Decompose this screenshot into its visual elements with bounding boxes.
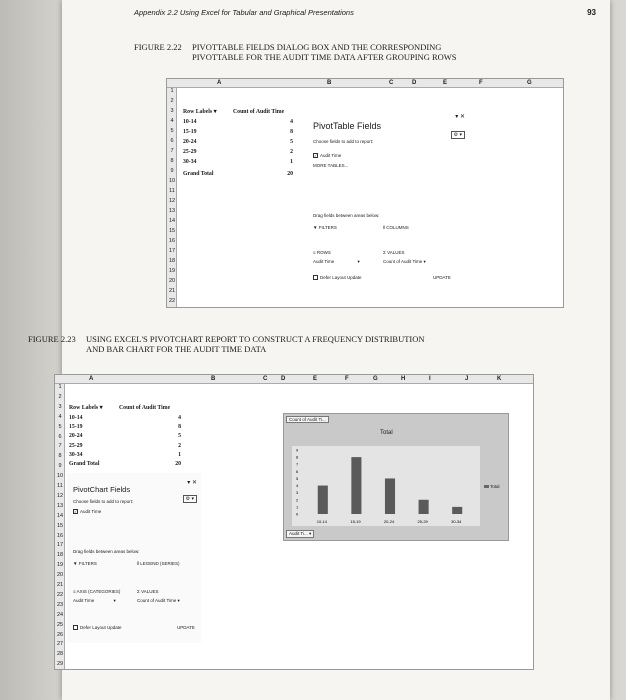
row-header-13[interactable]: 13 [56, 502, 64, 509]
row-header-5[interactable]: 5 [58, 423, 62, 430]
column-header-b[interactable]: B [327, 80, 332, 86]
count-value: 5 [178, 433, 181, 440]
y-tick-label: 3 [296, 490, 299, 496]
row-header-1[interactable]: 1 [170, 88, 174, 94]
x-tick-label: 10-14 [316, 519, 327, 524]
count-value: 8 [178, 424, 181, 431]
bar-10-14 [318, 486, 328, 514]
y-tick-label: 2 [296, 497, 299, 503]
row-header-6[interactable]: 6 [170, 138, 174, 144]
rows-area[interactable]: ≡ ROWS [313, 250, 331, 255]
field-audit-time[interactable]: ✓ Audit Time [74, 509, 102, 515]
bar-30-34 [452, 507, 462, 514]
grand-total-value: 20 [175, 461, 181, 467]
column-header-d[interactable]: D [281, 376, 286, 382]
legend-icon: ⦀ [137, 561, 139, 566]
excel-sheet-pivottable [166, 78, 564, 308]
bar-20-24 [385, 478, 395, 514]
column-header-c[interactable]: C [263, 376, 268, 382]
figure-223-title-1: USING EXCEL'S PIVOTCHART REPORT TO CONSTRUCT A FREQUENCY DISTRIBUTION [86, 334, 425, 344]
checkbox-icon[interactable] [73, 625, 78, 630]
row-header-2[interactable]: 2 [170, 98, 174, 104]
page-shadow [0, 0, 62, 700]
pivotchart-fields-panel [67, 473, 201, 643]
row-labels-header[interactable]: Row Labels ▾ [69, 405, 103, 411]
column-header-h[interactable]: H [401, 376, 406, 382]
filter-icon: ▼ [73, 561, 78, 566]
column-header-b[interactable]: B [211, 376, 216, 382]
y-tick-label: 8 [296, 454, 299, 460]
figure-222-title-1: PIVOTTABLE FIELDS DIALOG BOX AND THE CORRESPONDING [192, 42, 442, 52]
panel-title: PivotTable Fields [313, 121, 382, 131]
pivot-chart[interactable] [283, 413, 509, 541]
row-header-9[interactable]: 9 [170, 168, 174, 174]
axis-field[interactable]: Audit Time ▾ [73, 598, 116, 603]
column-headers [167, 79, 563, 88]
row-header-20[interactable]: 20 [56, 572, 64, 579]
row-header-11[interactable]: 11 [57, 483, 63, 489]
defer-layout-update[interactable]: Defer Layout Update [73, 625, 122, 630]
column-header-j[interactable]: J [465, 376, 469, 382]
row-header-3[interactable]: 3 [58, 403, 62, 410]
columns-area[interactable]: ⦀ COLUMNS [383, 225, 409, 230]
column-header-f[interactable]: F [479, 80, 483, 86]
row-header-3[interactable]: 3 [170, 108, 174, 114]
count-header: Count of Audit Time [119, 405, 171, 411]
figure-223-title-2: AND BAR CHART FOR THE AUDIT TIME DATA [86, 344, 267, 354]
drag-fields-label: Drag fields between areas below: [313, 213, 380, 218]
dropdown-icon[interactable]: ▾ [357, 259, 360, 264]
dropdown-icon[interactable]: ▾ [177, 598, 180, 603]
values-field[interactable]: Count of Audit Time ▾ [383, 259, 426, 264]
defer-layout-update[interactable]: Defer Layout Update [313, 275, 362, 280]
row-header-9[interactable]: 9 [58, 463, 62, 470]
y-tick-label: 1 [296, 504, 299, 510]
update-button[interactable]: UPDATE [433, 275, 451, 280]
filters-area[interactable]: ▼ FILTERS [73, 561, 97, 566]
excel-sheet-pivotchart [54, 374, 534, 670]
row-label: 15-19 [69, 424, 83, 431]
values-field[interactable]: Count of Audit Time ▾ [137, 598, 180, 603]
bar-25-29 [419, 500, 429, 514]
values-area[interactable]: Σ VALUES [383, 250, 405, 255]
count-header: Count of Audit Time [233, 109, 285, 115]
row-header-19[interactable]: 19 [56, 562, 64, 569]
filters-area[interactable]: ▼ FILTERS [313, 225, 337, 230]
column-header-k[interactable]: K [497, 376, 502, 382]
count-value: 4 [290, 119, 293, 125]
panel-close-icon[interactable]: ▾ ✕ [455, 114, 465, 120]
checkbox-checked-icon[interactable]: ✓ [314, 153, 318, 159]
column-header-d[interactable]: D [412, 80, 417, 86]
rows-icon: ≡ [73, 589, 76, 594]
row-header-13[interactable]: 13 [168, 208, 176, 214]
row-header-26[interactable]: 26 [56, 631, 64, 638]
row-header-29[interactable]: 29 [56, 661, 64, 668]
x-tick-label: 30-34 [451, 519, 462, 524]
y-tick-label: 6 [296, 468, 299, 474]
page-number: 93 [587, 8, 596, 17]
row-label: 10-14 [183, 119, 197, 125]
row-header-1[interactable]: 1 [58, 384, 62, 390]
row-label: 10-14 [69, 415, 83, 421]
rows-icon: ≡ [313, 250, 316, 255]
row-header-15[interactable]: 15 [56, 522, 64, 529]
row-header-4[interactable]: 4 [170, 118, 174, 124]
row-headers [55, 384, 65, 669]
choose-fields-label: Choose fields to add to report: [73, 499, 134, 504]
row-label: 30-34 [183, 159, 197, 165]
running-header: Appendix 2.2 Using Excel for Tabular and Graphical Presentations [134, 8, 354, 17]
row-header-6[interactable]: 6 [58, 433, 62, 440]
row-header-12[interactable]: 12 [56, 492, 64, 499]
count-value: 8 [290, 129, 293, 135]
row-header-16[interactable]: 16 [168, 238, 176, 244]
panel-title: PivotChart Fields [73, 485, 131, 494]
row-header-23[interactable]: 23 [56, 601, 64, 608]
row-label: 20-24 [183, 139, 197, 145]
row-header-18[interactable]: 18 [168, 258, 176, 264]
column-header-i[interactable]: I [429, 376, 431, 382]
dropdown-icon[interactable]: ▾ [113, 598, 116, 603]
count-value: 1 [178, 451, 181, 458]
x-tick-label: 20-24 [383, 519, 395, 524]
count-value: 4 [178, 415, 181, 421]
row-header-21[interactable]: 21 [168, 288, 176, 294]
row-header-27[interactable]: 27 [56, 641, 64, 648]
count-value: 2 [290, 149, 293, 155]
rows-field[interactable]: Audit Time ▾ [313, 259, 360, 264]
column-header-e[interactable]: E [443, 80, 448, 86]
plot-area [292, 446, 480, 526]
y-tick-label: 9 [296, 447, 299, 453]
book-page [28, 0, 610, 700]
row-header-14[interactable]: 14 [168, 218, 176, 224]
row-header-16[interactable]: 16 [56, 532, 64, 539]
row-header-14[interactable]: 14 [56, 512, 64, 519]
legend-series-area[interactable]: ⦀ LEGEND (SERIES) [137, 561, 180, 566]
grand-total-value: 20 [287, 171, 293, 177]
row-header-22[interactable]: 22 [168, 298, 176, 304]
row-header-19[interactable]: 19 [168, 268, 176, 274]
legend-entry: Total [484, 484, 500, 489]
panel-close-icon[interactable]: ▾ ✕ [187, 480, 197, 486]
y-tick-label: 5 [296, 475, 299, 481]
row-label: 25-29 [183, 149, 197, 155]
column-header-e[interactable]: E [313, 376, 318, 382]
row-header-12[interactable]: 12 [168, 198, 176, 204]
row-header-8[interactable]: 8 [170, 158, 174, 164]
row-header-22[interactable]: 22 [56, 591, 64, 598]
row-header-28[interactable]: 28 [56, 651, 64, 658]
grand-total-label: Grand Total [69, 461, 100, 467]
x-tick-label: 15-19 [350, 519, 361, 524]
figure-222-number: FIGURE 2.22 [134, 42, 182, 52]
series-field-button[interactable]: Count of Audit Ti... [286, 416, 329, 423]
row-header-4[interactable]: 4 [58, 413, 62, 420]
bar-chart-svg [292, 446, 480, 526]
row-header-5[interactable]: 5 [170, 128, 174, 134]
checkbox-icon[interactable] [313, 275, 318, 280]
gear-icon[interactable]: ⚙ ▾ [451, 131, 465, 139]
y-tick-label: 7 [296, 461, 299, 467]
count-value: 5 [290, 139, 293, 145]
column-header-f[interactable]: F [345, 376, 349, 382]
sigma-icon: Σ [137, 589, 140, 594]
column-header-g[interactable]: G [527, 80, 532, 86]
column-header-a[interactable]: A [217, 80, 222, 86]
dropdown-icon[interactable]: ▾ [423, 259, 426, 264]
column-header-a[interactable]: A [89, 376, 94, 382]
column-header-g[interactable]: G [373, 376, 378, 382]
figure-222-caption [134, 42, 457, 62]
figure-223-caption [28, 334, 425, 354]
row-header-17[interactable]: 17 [168, 248, 176, 254]
column-header-c[interactable]: C [389, 80, 394, 86]
bar-15-19 [351, 457, 361, 514]
checkbox-checked-icon[interactable]: ✓ [74, 509, 78, 515]
row-header-25[interactable]: 25 [56, 621, 64, 628]
row-label: 30-34 [69, 451, 83, 458]
row-headers [167, 88, 177, 307]
row-header-2[interactable]: 2 [58, 393, 62, 400]
figure-223-number: FIGURE 2.23 [28, 334, 76, 344]
x-tick-label: 25-29 [417, 519, 428, 524]
row-label: 15-19 [183, 129, 197, 135]
y-tick-label: 4 [296, 483, 299, 489]
row-header-20[interactable]: 20 [168, 278, 176, 284]
row-header-10[interactable]: 10 [56, 473, 64, 480]
count-value: 2 [178, 442, 181, 449]
row-header-21[interactable]: 21 [56, 582, 64, 588]
row-header-11[interactable]: 11 [169, 188, 175, 194]
row-header-15[interactable]: 15 [168, 228, 176, 234]
gear-icon[interactable]: ⚙ ▾ [183, 495, 197, 503]
choose-fields-label: Choose fields to add to report: [313, 139, 374, 144]
update-button[interactable]: UPDATE [177, 625, 195, 630]
columns-icon: ⦀ [383, 225, 385, 230]
pivottable-fields-panel [303, 109, 463, 293]
axis-field-button[interactable]: Audit Ti... ▾ [286, 530, 314, 538]
row-header-7[interactable]: 7 [58, 443, 62, 450]
column-headers [55, 375, 533, 384]
row-header-18[interactable]: 18 [56, 552, 64, 559]
y-tick-label: 0 [296, 511, 299, 517]
field-audit-time[interactable]: ✓ Audit Time [314, 153, 342, 159]
chart-title: Total [380, 430, 393, 436]
row-header-7[interactable]: 7 [170, 148, 174, 154]
row-header-10[interactable]: 10 [168, 178, 176, 184]
figure-222-title-2: PIVOTTABLE FOR THE AUDIT TIME DATA AFTER GROUPING ROWS [192, 52, 457, 62]
row-header-8[interactable]: 8 [58, 453, 62, 460]
row-label: 20-24 [69, 433, 83, 440]
drag-fields-label: Drag fields between areas below: [73, 549, 140, 554]
more-tables-link[interactable]: MORE TABLES... [313, 163, 349, 168]
row-header-17[interactable]: 17 [56, 542, 64, 549]
row-label: 25-29 [69, 442, 83, 449]
values-area[interactable]: Σ VALUES [137, 589, 159, 594]
grand-total-label: Grand Total [183, 171, 214, 177]
legend-swatch [484, 485, 489, 488]
row-header-24[interactable]: 24 [56, 611, 64, 618]
sigma-icon: Σ [383, 250, 386, 255]
filter-icon: ▼ [313, 225, 318, 230]
count-value: 1 [290, 159, 293, 165]
axis-categories-area[interactable]: ≡ AXIS (CATEGORIES) [73, 589, 121, 594]
row-labels-header[interactable]: Row Labels ▾ [183, 109, 217, 115]
